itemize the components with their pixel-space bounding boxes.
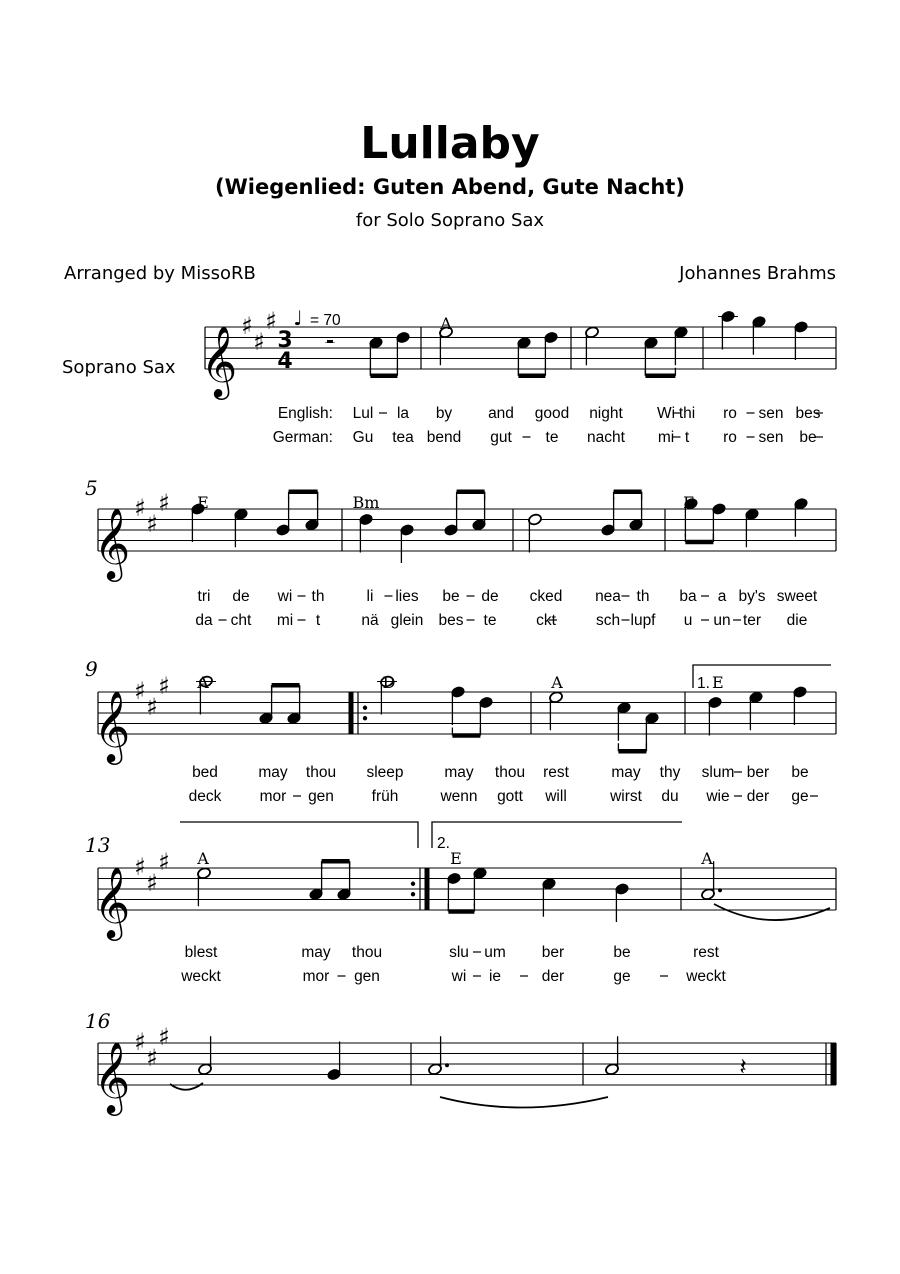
lyric-english: ro: [723, 405, 737, 422]
lyric-english: Lul: [352, 405, 374, 422]
lyric-german: lupf: [630, 612, 656, 629]
sharp-icon: ♯: [253, 327, 265, 356]
lyric-german: t: [684, 429, 690, 446]
lyric-english: ber: [541, 944, 565, 961]
lyric-german: sch: [595, 612, 621, 629]
lyric-english: sleep: [366, 764, 404, 781]
sharp-icon: ♯: [146, 692, 158, 721]
chord-symbol: E: [683, 493, 695, 512]
lyric-german: wenn: [440, 788, 478, 805]
sharp-icon: ♯: [134, 677, 146, 705]
chord-symbol: A: [701, 849, 713, 868]
lyric-english: be: [442, 588, 460, 605]
measure-number: 16: [85, 1009, 111, 1033]
lyric-german: nä: [361, 612, 379, 629]
treble-clef-icon: 𝄞: [93, 865, 131, 938]
lyric-english: may: [611, 764, 641, 781]
english-label: English:: [277, 405, 333, 422]
lyric-english: de: [481, 588, 499, 605]
lyric-english: thou: [351, 944, 383, 961]
volta-1-label: 1.: [697, 675, 710, 692]
chord-symbol: Bm: [352, 493, 380, 512]
lyric-german: cht: [230, 612, 252, 629]
lyric-english: la: [396, 405, 410, 422]
lyric-english: cked: [529, 588, 563, 605]
lyric-german: will: [545, 788, 567, 805]
lyric-german: weckt: [181, 968, 221, 985]
repeat-dot: [363, 706, 367, 710]
lyric-english: thy: [659, 764, 681, 781]
chord-symbol: A: [551, 673, 563, 692]
measure-number: 9: [85, 657, 98, 681]
lyric-german: ter: [742, 612, 762, 629]
lyric-german: wirst: [610, 788, 642, 805]
lyric-german: ie: [488, 968, 502, 985]
sharp-icon: ♯: [265, 306, 277, 335]
lyric-english: may: [258, 764, 288, 781]
tie: [170, 1083, 203, 1090]
tempo-marking: = 70: [310, 312, 341, 329]
chord-symbol: A: [197, 849, 209, 868]
lyric-english: nea: [595, 588, 621, 605]
time-signature-bottom: 4: [277, 349, 293, 374]
score-text: [85, 312, 823, 1033]
lyric-german: wi: [451, 968, 467, 985]
lyric-english: wi: [277, 588, 293, 605]
lyric-german: tea: [392, 429, 414, 446]
lyric-german: mi: [657, 429, 675, 446]
sharp-icon: ♯: [241, 312, 253, 340]
lyric-german: ge: [791, 788, 809, 805]
instrumentation: for Solo Soprano Sax: [355, 210, 545, 231]
lyric-german: da: [195, 612, 213, 629]
lyric-german: gen: [354, 968, 380, 985]
chord-symbol: E: [197, 493, 209, 512]
lyric-german: gott: [497, 788, 523, 805]
sharp-icon: ♯: [134, 494, 146, 522]
lyric-english: blest: [184, 944, 218, 961]
lyric-german: weckt: [686, 968, 726, 985]
lyric-english: be: [613, 944, 631, 961]
lyric-english: be: [791, 764, 809, 781]
lyric-german: be: [799, 429, 817, 446]
lyric-german: mor: [302, 968, 330, 985]
lyric-english: ber: [746, 764, 770, 781]
chord-symbol: D: [382, 673, 396, 692]
tie: [440, 1097, 608, 1108]
lyric-german: t: [315, 612, 321, 629]
time-signature-top: 3: [277, 328, 293, 353]
lyric-german: mor: [259, 788, 287, 805]
repeat-dot: [411, 882, 415, 886]
volta-1-bracket-cont: [180, 822, 418, 848]
rest-icon: 𝄼: [324, 327, 336, 360]
lyric-english: night: [589, 405, 623, 422]
lyric-english: um: [484, 944, 506, 961]
sharp-icon: ♯: [146, 509, 158, 538]
sharp-icon: ♯: [146, 868, 158, 897]
lyric-german: Gu: [352, 429, 374, 446]
lyric-english: bed: [192, 764, 218, 781]
lyric-german: te: [483, 612, 497, 629]
lyric-english: ba: [679, 588, 697, 605]
lyric-german: wie: [706, 788, 730, 805]
lyric-german: nacht: [587, 429, 625, 446]
sharp-icon: ♯: [158, 488, 170, 517]
note-dot: [445, 1063, 449, 1067]
chord-symbol: A: [440, 314, 452, 333]
repeat-dot: [411, 892, 415, 896]
lyric-german: gut: [490, 429, 512, 446]
lyric-english: lies: [395, 588, 419, 605]
measure-number: 5: [85, 476, 98, 500]
lyric-english: sen: [758, 405, 784, 422]
lyric-english: rest: [543, 764, 569, 781]
lyric-english: slu: [449, 944, 469, 961]
lyric-english: bes: [795, 405, 821, 422]
measure-number: 13: [85, 833, 111, 857]
music-marks: [94, 306, 833, 1116]
chord-symbol: E: [450, 849, 462, 868]
chord-symbol: A: [197, 673, 209, 692]
german-label: German:: [272, 429, 333, 446]
lyric-german: glein: [390, 612, 424, 629]
sharp-icon: ♯: [158, 847, 170, 876]
lyric-german: sen: [758, 429, 784, 446]
sharp-icon: ♯: [134, 1028, 146, 1056]
lyric-german: du: [661, 788, 679, 805]
lyric-english: sweet: [776, 588, 818, 605]
lyric-english: may: [444, 764, 474, 781]
tie: [714, 904, 830, 920]
lyric-english: slum: [701, 764, 735, 781]
treble-clef-icon: 𝄞: [93, 689, 131, 762]
lyric-german: ckt: [536, 612, 556, 629]
sharp-icon: ♯: [158, 1022, 170, 1051]
composer-credit: Johannes Brahms: [679, 263, 836, 284]
lyric-german: mi: [276, 612, 294, 629]
volta-2-label: 2.: [437, 835, 450, 852]
lyric-german: die: [786, 612, 808, 629]
note-dot: [718, 888, 722, 892]
lyric-english: a: [717, 588, 727, 605]
lyric-english: rest: [693, 944, 719, 961]
treble-clef-icon: 𝄞: [200, 324, 238, 397]
lyric-english: by's: [738, 588, 766, 605]
sharp-icon: ♯: [134, 853, 146, 881]
lyric-english: de: [232, 588, 250, 605]
rest-icon: 𝄽: [739, 1052, 747, 1081]
lyric-english: good: [534, 405, 570, 422]
lyric-german: u: [683, 612, 693, 629]
sharp-icon: ♯: [158, 671, 170, 700]
lyric-english: tri: [197, 588, 211, 605]
lyric-german: un: [713, 612, 731, 629]
lyric-english: thi: [678, 405, 696, 422]
lyric-german: ge: [613, 968, 631, 985]
page-title: Lullaby: [360, 118, 540, 169]
lyric-german: bend: [426, 429, 462, 446]
arranger-credit: Arranged by MissoRB: [64, 263, 256, 284]
repeat-dot: [363, 716, 367, 720]
lyric-german: gen: [308, 788, 334, 805]
lyric-english: thou: [494, 764, 526, 781]
lyric-german: ro: [723, 429, 737, 446]
page-subtitle: (Wiegenlied: Guten Abend, Gute Nacht): [215, 175, 685, 199]
lyric-english: li: [366, 588, 374, 605]
lyric-english: may: [301, 944, 331, 961]
lyric-german: früh: [371, 788, 399, 805]
lyric-german: der: [746, 788, 770, 805]
quarter-note-icon: ♩: [293, 306, 303, 330]
lyric-german: der: [541, 968, 565, 985]
lyric-german: te: [545, 429, 559, 446]
lyric-german: deck: [188, 788, 222, 805]
lyric-english: and: [488, 405, 514, 422]
lyric-english: by: [435, 405, 453, 422]
lyric-english: th: [311, 588, 325, 605]
lyric-english: th: [636, 588, 650, 605]
chord-symbol: E: [712, 673, 724, 692]
sharp-icon: ♯: [146, 1043, 158, 1072]
lyric-german: bes: [438, 612, 464, 629]
lyric-english: Wi: [656, 405, 676, 422]
treble-clef-icon: 𝄞: [93, 506, 131, 579]
instrument-name: Soprano Sax: [62, 357, 176, 378]
treble-clef-icon: 𝄞: [93, 1040, 131, 1113]
lyric-english: thou: [305, 764, 337, 781]
volta-2-bracket: [432, 822, 682, 848]
